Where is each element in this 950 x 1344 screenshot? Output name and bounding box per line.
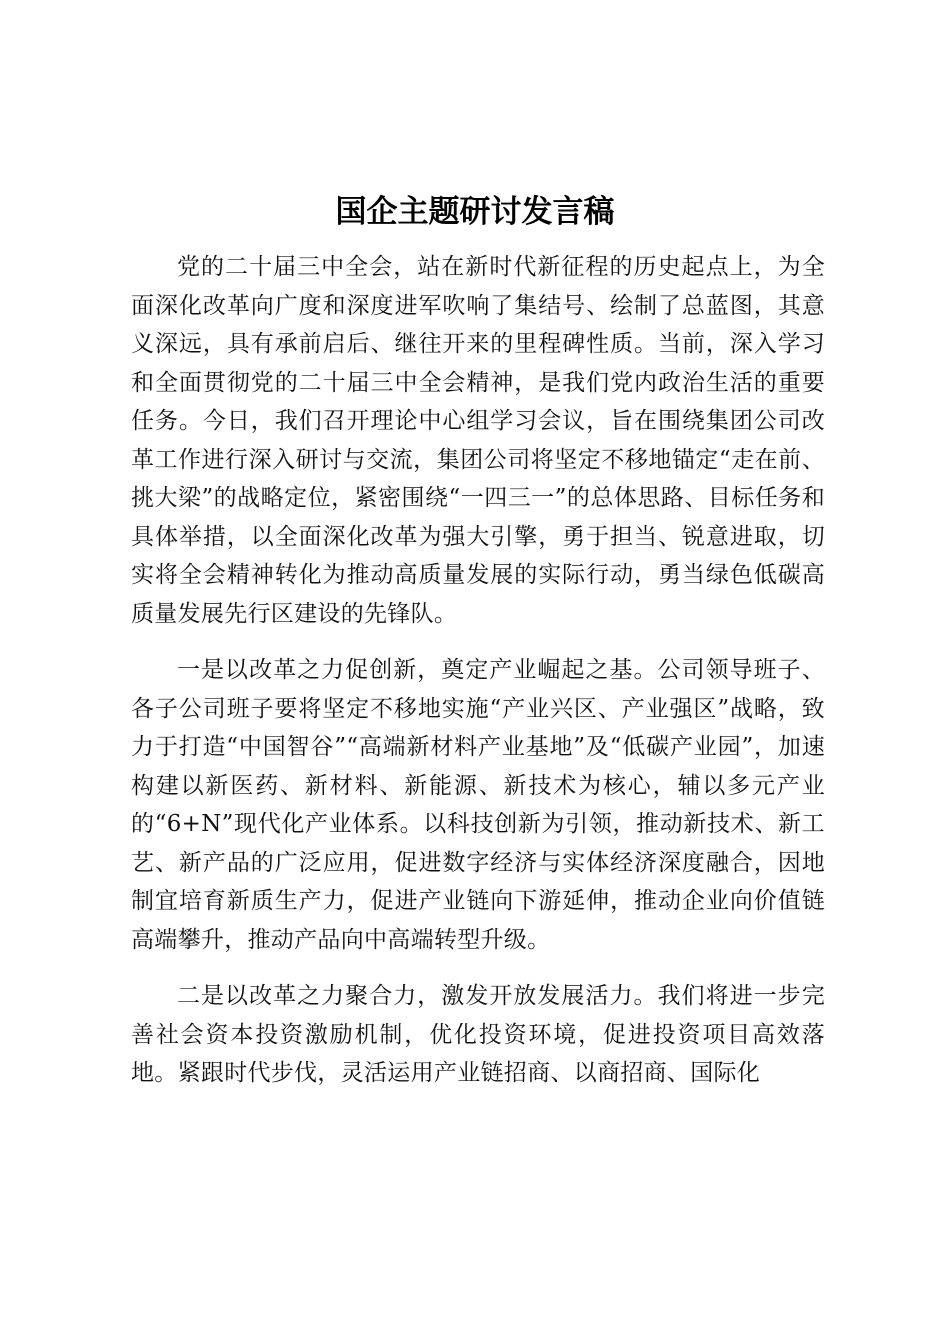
document-body [131, 248, 825, 1111]
document-title: 国企主题研讨发言稿 [335, 194, 615, 230]
paragraph-point-one: 一是以改革之力促创新，奠定产业崛起之基。公司领导班子、各子公司班子要将坚定不移地实施“产业兴区、产业强区”战略，致力于打造“中国智谷”“高端新材料产业基地”及“低碳产业园”，加速构建以新医药、新材料、新能源、新技术为核心，辅以多元产业的“6+N”现代化产业体系。以科技创新为引领，推动新技术、新工艺、新产品的广泛应用，促进数字经济与实体经济深度融合，因地制宜培育新质生产力，促进产业链向下游延伸，推动企业向价值链高端攀升，推动产品向中高端转型升级。 [131, 657, 825, 953]
paragraph-intro: 党的二十届三中全会，站在新时代新征程的历史起点上，为全面深化改革向广度和深度进军吹响了集结号、绘制了总蓝图，其意义深远，具有承前启后、继往开来的里程碑性质。当前，深入学习和全面贯彻党的二十届三中全会精神，是我们党内政治生活的重要任务。今日，我们召开理论中心组学习会议，旨在围绕集团公司改革工作进行深入研讨与交流，集团公司将坚定不移地锚定“走在前、挑大梁”的战略定位，紧密围绕“一四三一”的总体思路、目标任务和具体举措，以全面深化改革为强大引擎，勇于担当、锐意进取，切实将全会精神转化为推动高质量发展的实际行动，勇当绿色低碳高质量发展先行区建设的先锋队。 [131, 254, 825, 627]
paragraph-point-two: 二是以改革之力聚合力，激发开放发展活力。我们将进一步完善社会资本投资激励机制，优化投资环境，促进投资项目高效落地。紧跟时代步伐，灵活运用产业链招商、以商招商、国际化 [131, 983, 825, 1086]
